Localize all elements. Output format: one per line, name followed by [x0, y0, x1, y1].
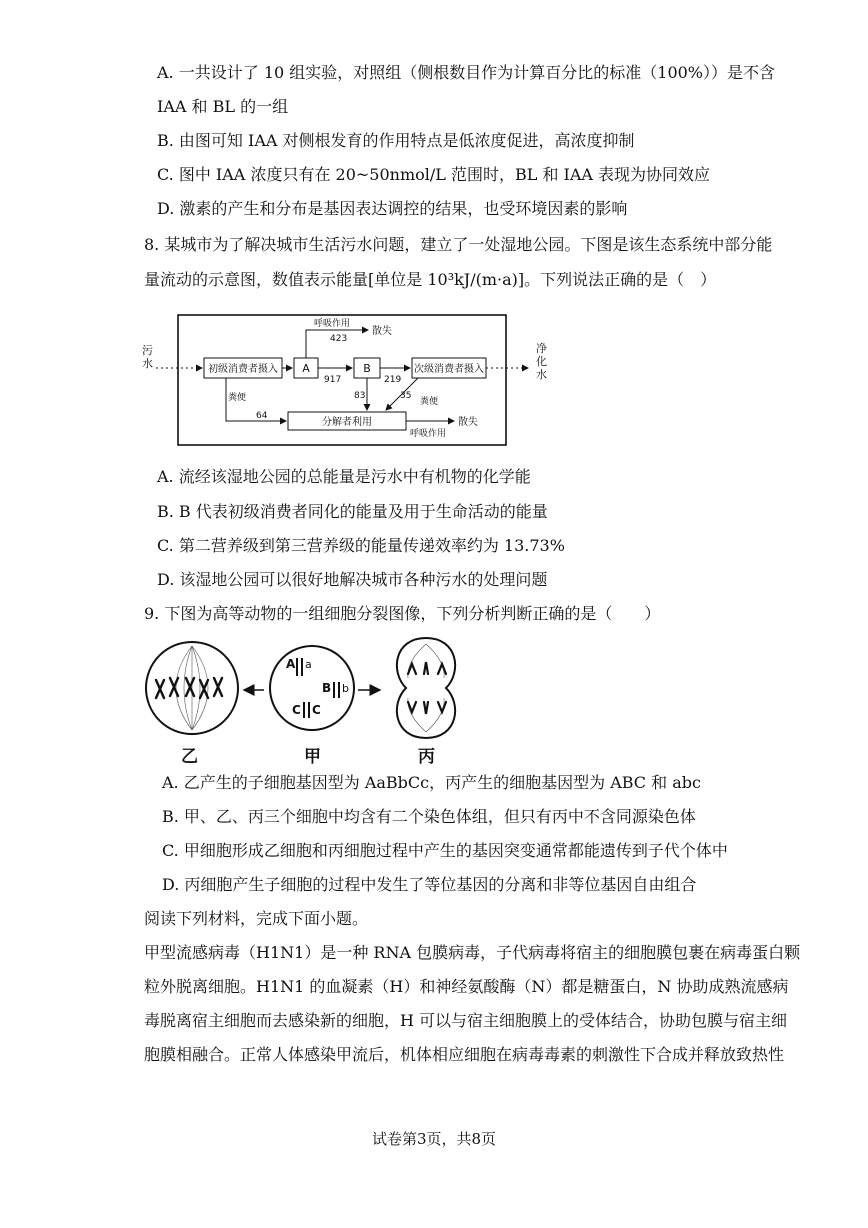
- page-footer: 试卷第3页，共8页: [371, 1130, 497, 1148]
- gene-A: A: [286, 657, 296, 671]
- reading-line4: 胞膜相融合。正常人体感染甲流后，机体相应细胞在病毒毒素的刺激性下合成并释放致热性: [144, 1045, 785, 1064]
- q9-option-d: D. 丙细胞产生子细胞的过程中发生了等位基因的分离和非等位基因自由组合: [162, 875, 697, 894]
- primary-consumer-label: 初级消费者摄入: [208, 364, 278, 375]
- secondary-consumer-label: 次级消费者摄入: [414, 364, 484, 375]
- respiration-top-label: 呼吸作用: [314, 319, 351, 329]
- gene-C1: C: [292, 703, 301, 717]
- cell-bing: [397, 638, 455, 738]
- q8-option-c: C. 第二营养级到第三营养级的能量传递效率约为 13.73%: [157, 536, 565, 555]
- q7-option-a-line1: A. 一共设计了 10 组实验，对照组（侧根数目作为计算百分比的标准（100%））是不含: [157, 63, 776, 82]
- q7-option-d: D. 激素的产生和分布是基因表达调控的结果，也受环境因素的影响: [157, 199, 628, 218]
- loss-top-label: 散失: [372, 326, 392, 337]
- q7-option-a-line2: IAA 和 BL 的一组: [157, 97, 289, 116]
- q9-option-b: B. 甲、乙、丙三个细胞中均含有二个染色体组，但只有丙中不含同源染色体: [162, 807, 696, 826]
- gene-B: B: [322, 681, 332, 695]
- loss-bottom-label: 散失: [458, 417, 478, 428]
- q8-option-a: A. 流经该湿地公园的总能量是污水中有机物的化学能: [157, 467, 531, 486]
- label-jia: 甲: [304, 747, 321, 767]
- label-yi: 乙: [181, 747, 198, 767]
- q8-stem-line1: 8. 某城市为了解决城市生活污水问题，建立了一处湿地公园。下图是该生态系统中部分能: [144, 235, 773, 254]
- reading-line3: 毒脱离宿主细胞而去感染新的细胞，H 可以与宿主细胞膜上的受体结合，协助包膜与宿主细: [144, 1011, 788, 1030]
- box-b-label: B: [363, 362, 371, 375]
- value-83: 83: [354, 391, 366, 401]
- feces-right-label: 粪便: [420, 397, 439, 407]
- q8-stem-line2: 量流动的示意图，数值表示能量[单位是 10³kJ/(m·a)]。下列说法正确的是（ ）: [144, 270, 717, 289]
- value-423: 423: [330, 334, 348, 344]
- q9-option-c: C. 甲细胞形成乙细胞和丙细胞过程中产生的基因突变通常都能遗传到子代个体中: [162, 841, 728, 860]
- cell-yi: [146, 642, 238, 734]
- cell-jia: [270, 646, 354, 730]
- label-bing: 丙: [418, 747, 435, 767]
- gene-a: a: [305, 658, 312, 671]
- reading-line2: 粒外脱离细胞。H1N1 的血凝素（H）和神经氨酸酶（N）都是糖蛋白，N 协助成熟流感病: [144, 977, 789, 996]
- box-a-label: A: [302, 362, 310, 375]
- value-219: 219: [384, 375, 402, 385]
- q9-option-a: A. 乙产生的子细胞基因型为 AaBbCc，丙产生的细胞基因型为 ABC 和 abc: [162, 773, 701, 792]
- feces-left-label: 粪便: [228, 393, 247, 403]
- value-35: 35: [400, 391, 412, 401]
- q8-option-d: D. 该湿地公园可以很好地解决城市各种污水的处理问题: [157, 570, 548, 589]
- q7-option-c: C. 图中 IAA 浓度只有在 20~50nmol/L 范围时，BL 和 IAA 表现为协同效应: [157, 165, 711, 184]
- value-64: 64: [256, 411, 268, 421]
- reading-intro: 阅读下列材料，完成下面小题。: [144, 909, 369, 928]
- q8-option-b: B. B 代表初级消费者同化的能量及用于生命活动的能量: [157, 502, 548, 521]
- q9-stem: 9. 下图为高等动物的一组细胞分裂图像，下列分析判断正确的是（ ）: [144, 604, 661, 623]
- energy-flow-diagram: [138, 310, 558, 455]
- respiration-bottom-label: 呼吸作用: [410, 429, 447, 439]
- cell-division-figure: [140, 632, 470, 744]
- decomposer-label: 分解者利用: [322, 417, 372, 428]
- reading-line1: 甲型流感病毒（H1N1）是一种 RNA 包膜病毒，子代病毒将宿主的细胞膜包裹在病毒蛋白颗: [144, 943, 801, 962]
- q7-option-b: B. 由图可知 IAA 对侧根发育的作用特点是低浓度促进，高浓度抑制: [157, 131, 635, 150]
- gene-b: b: [342, 682, 349, 695]
- clean-water-label: 净化水: [536, 342, 547, 381]
- gene-C2: C: [312, 703, 321, 717]
- value-917: 917: [324, 375, 342, 385]
- sewage-label: 污水: [142, 344, 153, 370]
